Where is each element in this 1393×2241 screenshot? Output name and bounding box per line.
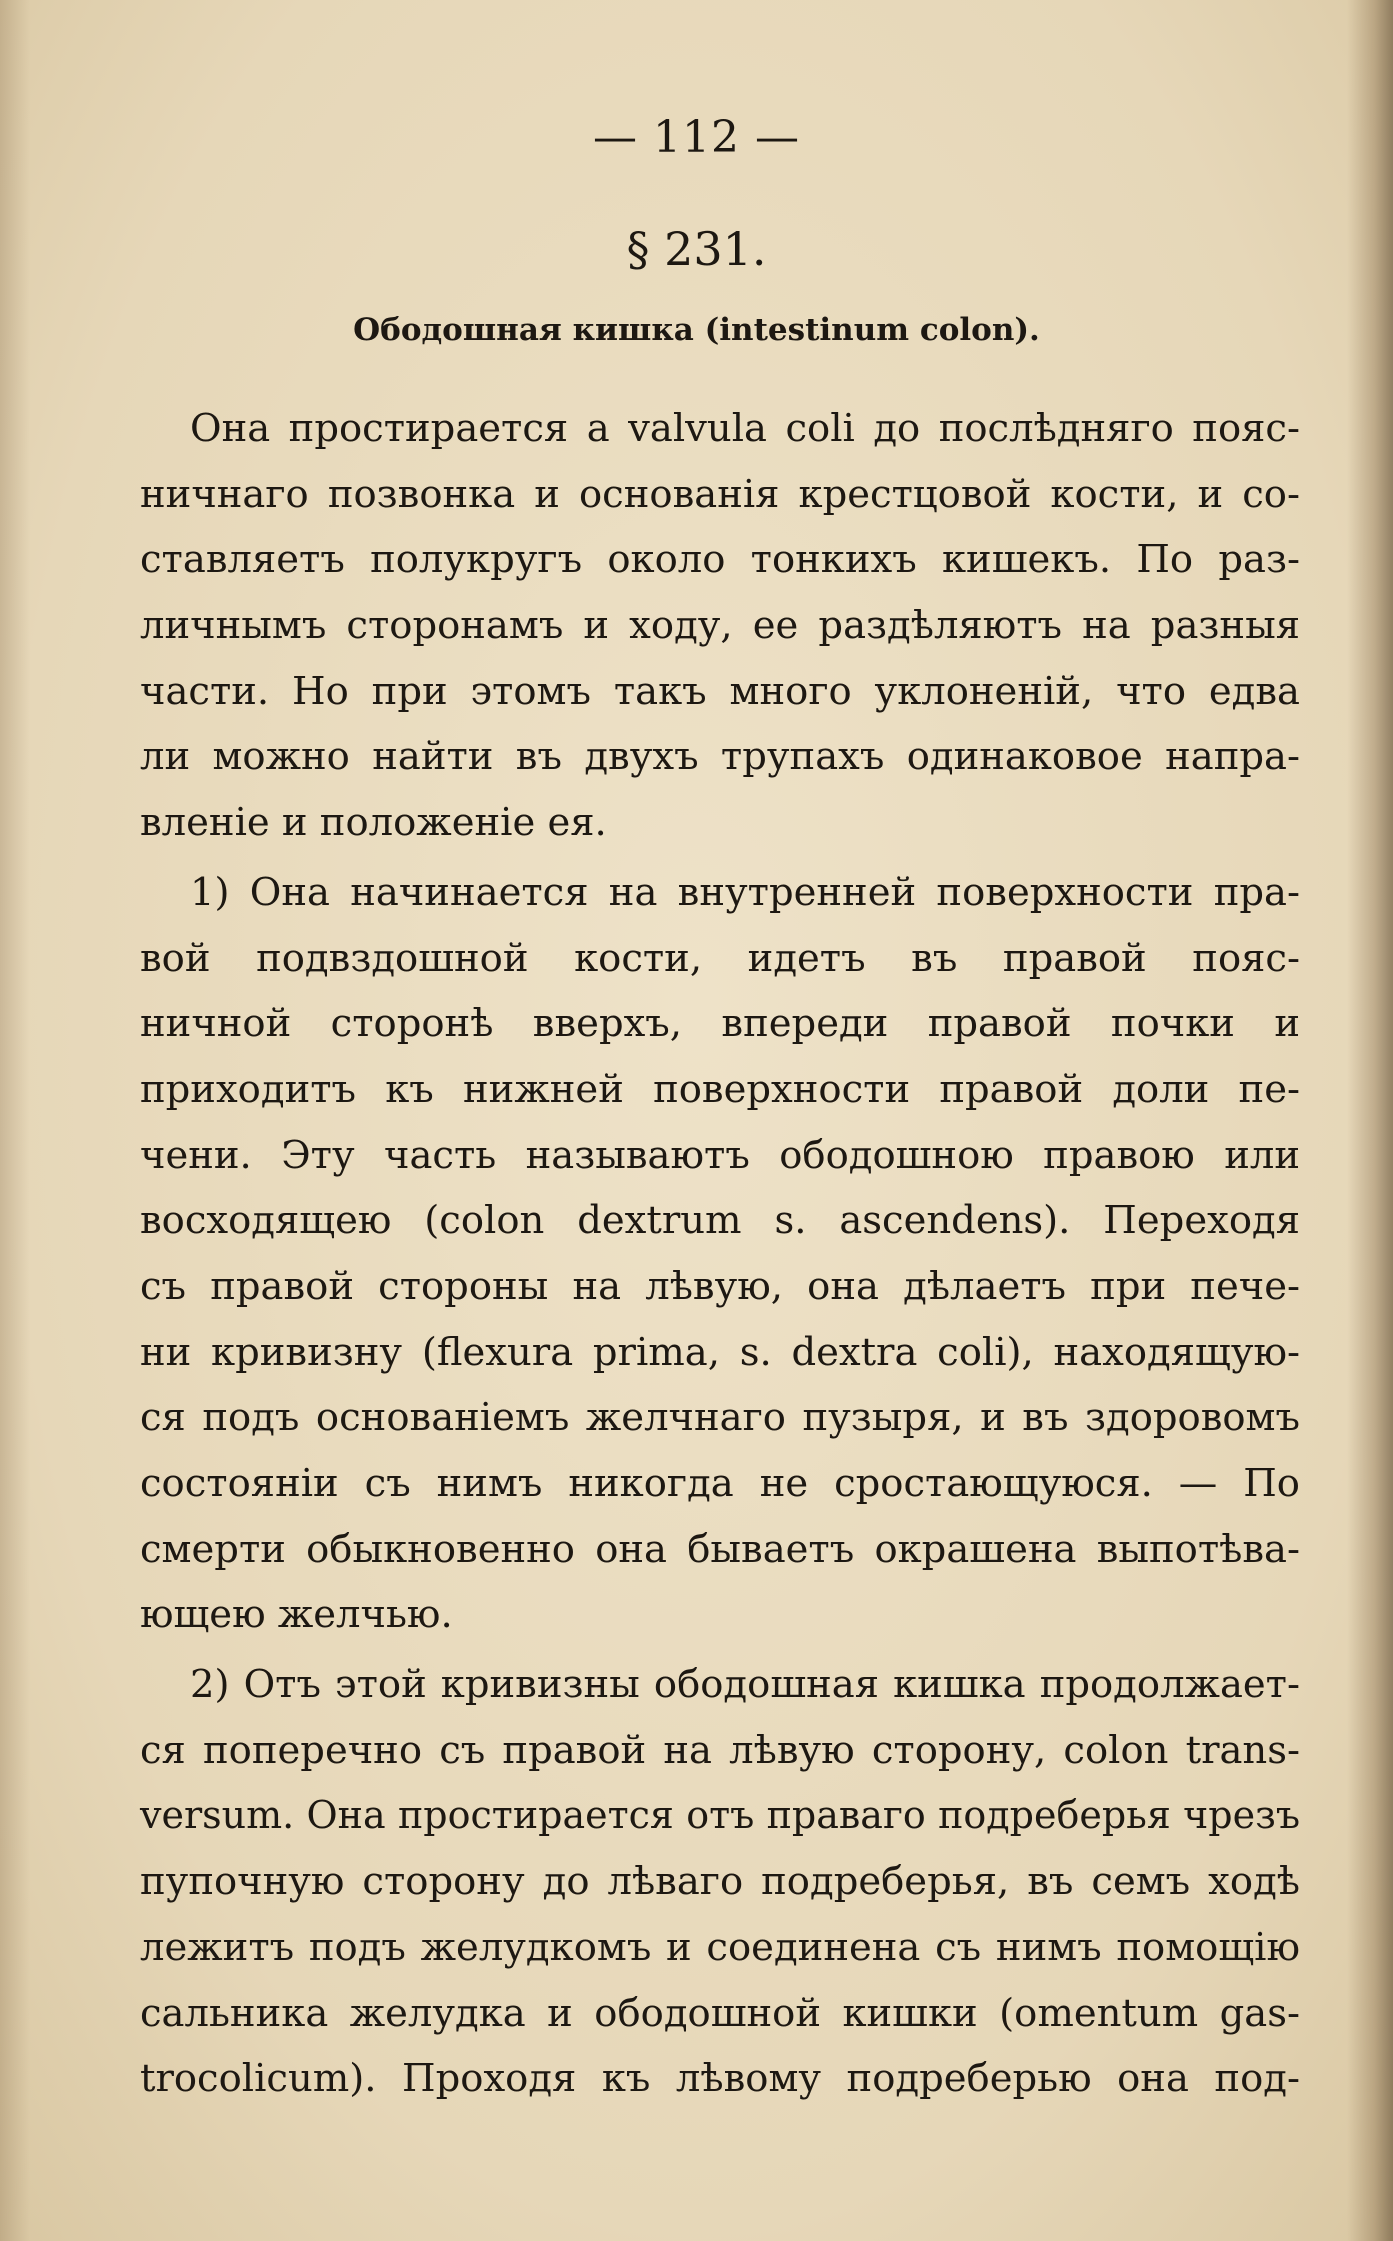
text-line: ни кривизну (flexura prima, s. dextra coli), находящую- (140, 1329, 1300, 1375)
text-line: versum. Она простирается отъ праваго подреберья чрезъ (140, 1793, 1300, 1838)
text-line: ничной сторонѣ вверхъ, впереди правой почки и (140, 1001, 1300, 1047)
text-line: восходящею (colon dextrum s. ascendens). Переходя (140, 1198, 1300, 1244)
section-title: Ободошная кишка (intestinum colon). (353, 312, 1040, 348)
text-line: ничнаго позвонка и основанія крестцовой кости, и со- (140, 471, 1300, 517)
text-line: 2) Отъ этой кривизны ободошная кишка продолжает- (190, 1662, 1300, 1708)
text-line: ющею желчью. (140, 1592, 453, 1638)
text-line: личнымъ сторонамъ и ходу, ее раздѣляютъ на разныя (140, 603, 1300, 649)
text-line: ставляетъ полукругъ около тонкихъ кишекъ. По раз- (140, 537, 1300, 583)
text-line: съ правой стороны на лѣвую, она дѣлаетъ при пече- (140, 1263, 1300, 1309)
text-line: вой подвздошной кости, идетъ въ правой пояс- (140, 935, 1300, 981)
text-line: 1) Она начинается на внутренней поверхности пра- (190, 869, 1300, 915)
text-line: trocolicum). Проходя къ лѣвому подреберью она под- (140, 2056, 1300, 2102)
body-text (140, 396, 1300, 2112)
text-line: сальника желудка и ободошной кишки (omentum gas- (140, 1990, 1300, 2036)
text-line: чени. Эту часть называютъ ободошною правою или (140, 1132, 1300, 1178)
text-line: ся подъ основаніемъ желчнаго пузыря, и въ здоровомъ (140, 1395, 1300, 1441)
section-number: § 231. (626, 222, 767, 276)
text-line: вленіе и положеніе ея. (140, 800, 607, 846)
page-number: — 112 — (593, 112, 800, 163)
text-line: состояніи съ нимъ никогда не сростающуюся. — По (140, 1461, 1300, 1506)
text-line: лежитъ подъ желудкомъ и соединена съ нимъ помощію (140, 1924, 1300, 1970)
text-line: ся поперечно съ правой на лѣвую сторону, colon trans- (140, 1727, 1300, 1773)
text-line: пупочную сторону до лѣваго подреберья, въ семъ ходѣ (140, 1859, 1300, 1905)
text-line: части. Но при этомъ такъ много уклоненій, что едва (140, 668, 1300, 714)
text-line: Она простирается a valvula coli до послѣдняго пояс- (190, 406, 1300, 451)
text-line: смерти обыкновенно она бываетъ окрашена выпотѣва- (140, 1526, 1300, 1572)
text-line: приходитъ къ нижней поверхности правой доли пе- (140, 1066, 1300, 1112)
text-line: ли можно найти въ двухъ трупахъ одинаковое напра- (140, 734, 1300, 780)
